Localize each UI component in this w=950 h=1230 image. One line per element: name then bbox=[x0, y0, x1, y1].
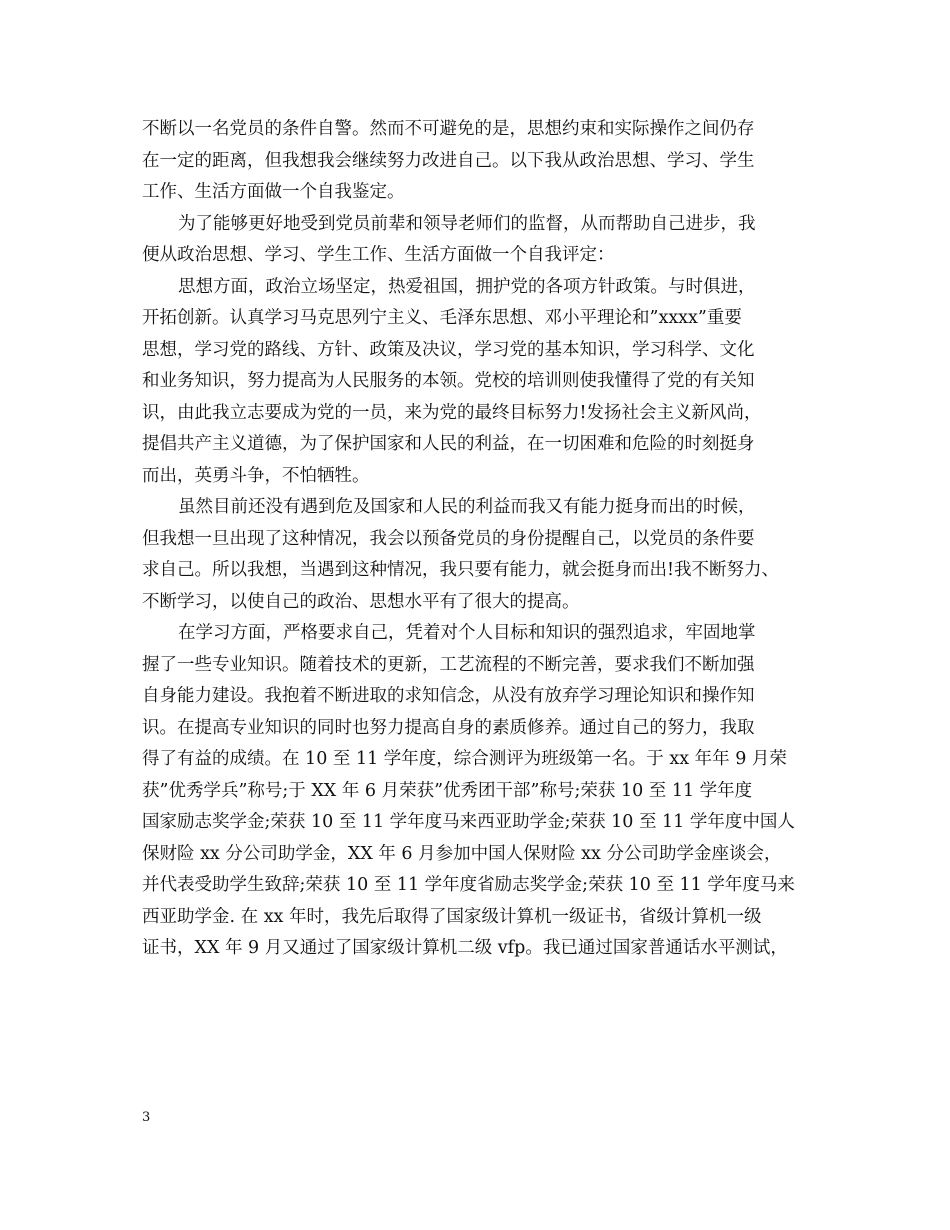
text-line: 国家励志奖学金;荣获 10 至 11 学年度马来西亚助学金;荣获 10 至 11 学年度中国人 bbox=[142, 812, 795, 832]
text-line: 西亚助学金. 在 xx 年时，我先后取得了国家级计算机一级证书，省级计算机一级 bbox=[142, 906, 762, 927]
paragraph-first-line: 思想方面，政治立场坚定，热爱祖国，拥护党的各项方针政策。与时俱进， bbox=[178, 276, 756, 297]
text-line: 便从政治思想、学习、学生工作、生活方面做一个自我评定： bbox=[142, 245, 615, 265]
text-line: 开拓创新。认真学习马克思列宁主义、毛泽东思想、邓小平理论和”xxxx”重要 bbox=[142, 308, 742, 328]
text-line: 不断学习，以使自己的政治、思想水平有了很大的提高。 bbox=[142, 591, 580, 612]
paragraph-first-line: 虽然目前还没有遇到危及国家和人民的利益而我又有能力挺身而出的时候， bbox=[178, 497, 756, 517]
text-line: 提倡共产主义道德，为了保护国家和人民的利益，在一切困难和危险的时刻挺身 bbox=[142, 434, 755, 454]
text-line: 求自己。所以我想，当遇到这种情况，我只要有能力，就会挺身而出!我不断努力、 bbox=[142, 560, 780, 580]
text-line: 但我想一旦出现了这种情况，我会以预备党员的身份提醒自己，以党员的条件要 bbox=[142, 528, 755, 549]
text-line: 握了一些专业知识。随着技术的更新，工艺流程的不断完善，要求我们不断加强 bbox=[142, 654, 755, 675]
text-line: 不断以一名党员的条件自警。然而不可避免的是，思想约束和实际操作之间仍存 bbox=[142, 119, 755, 139]
text-line: 而出，英勇斗争，不怕牺牲。 bbox=[142, 465, 370, 486]
paragraph-first-line: 为了能够更好地受到党员前辈和领导老师们的监督，从而帮助自己进步，我 bbox=[178, 213, 756, 234]
text-line: 证书，XX 年 9 月又通过了国家级计算机二级 vfp。我已通过国家普通话水平测试， bbox=[142, 938, 788, 958]
text-line: 识，由此我立志要成为党的一员，来为党的最终目标努力!发扬社会主义新风尚， bbox=[142, 402, 762, 423]
text-line: 和业务知识，努力提高为人民服务的本领。党校的培训则使我懂得了党的有关知 bbox=[142, 371, 755, 391]
text-line: 获”优秀学兵”称号;于 XX 年 6 月荣获”优秀团干部”称号;荣获 10 至 11 学年度 bbox=[142, 780, 753, 801]
text-line: 思想，学习党的路线、方针、政策及决议，学习党的基本知识，学习科学、文化 bbox=[142, 339, 755, 360]
document-body bbox=[142, 114, 814, 965]
text-line: 工作、生活方面做一个自我鉴定。 bbox=[142, 182, 405, 202]
text-line: 在一定的距离，但我想我会继续努力改进自己。以下我从政治思想、学习、学生 bbox=[142, 150, 755, 171]
paragraph-first-line: 在学习方面，严格要求自己，凭着对个人目标和知识的强烈追求，牢固地掌 bbox=[178, 623, 756, 643]
text-line: 识。在提高专业知识的同时也努力提高自身的素质修养。通过自己的努力，我取 bbox=[142, 717, 755, 738]
text-line: 自身能力建设。我抱着不断进取的求知信念，从没有放弃学习理论知识和操作知 bbox=[142, 686, 755, 706]
page-number: 3 bbox=[142, 1110, 151, 1125]
text-line: 得了有益的成绩。在 10 至 11 学年度，综合测评为班级第一名。于 xx 年年 9 月荣 bbox=[142, 749, 787, 769]
text-line: 并代表受助学生致辞;荣获 10 至 11 学年度省励志奖学金;荣获 10 至 11 学年度马来 bbox=[142, 875, 795, 895]
text-line: 保财险 xx 分公司助学金，XX 年 6 月参加中国人保财险 xx 分公司助学金座谈会， bbox=[142, 843, 782, 864]
